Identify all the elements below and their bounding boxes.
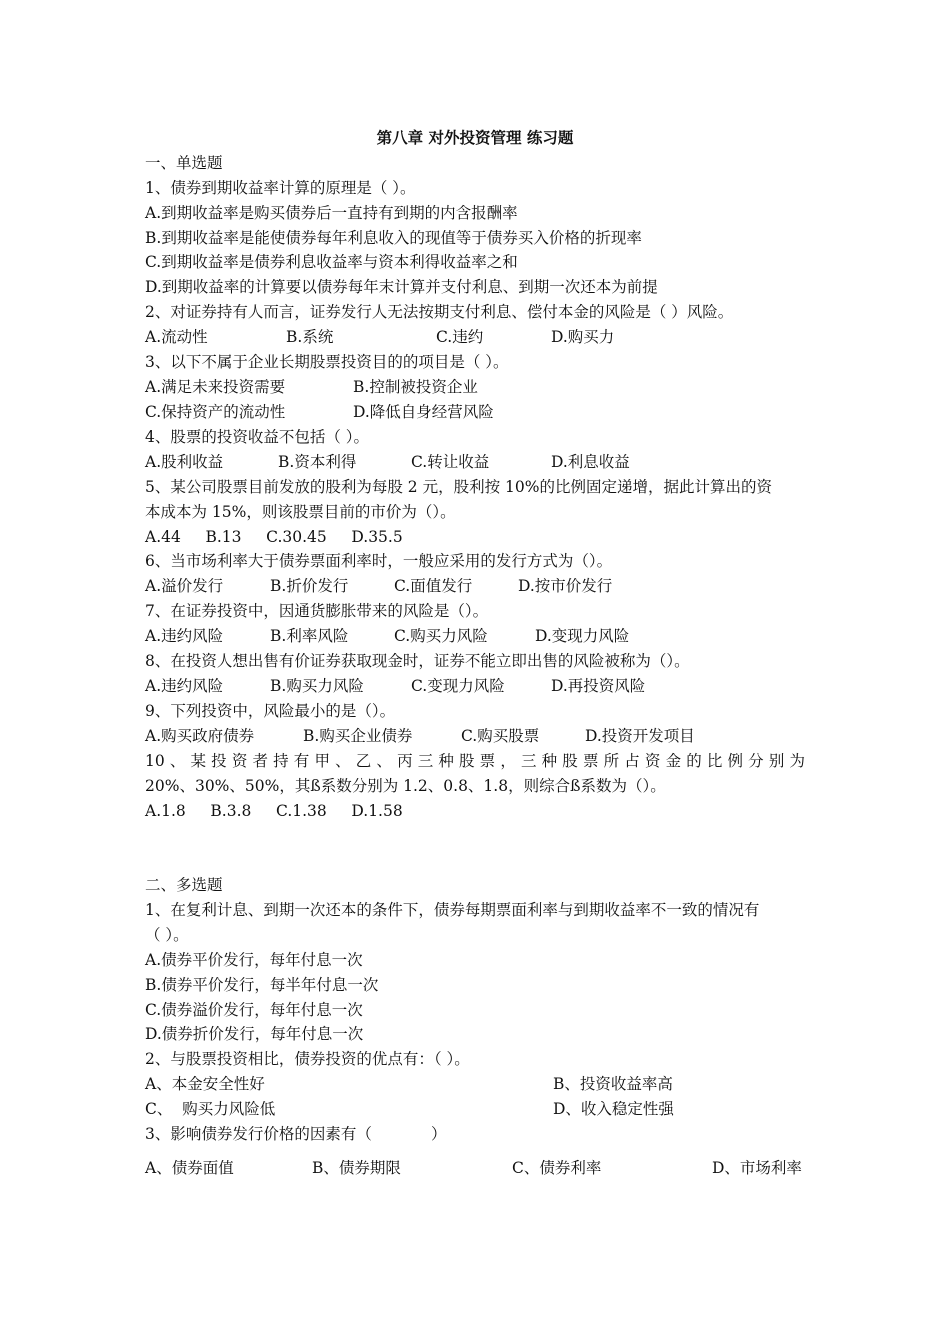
option-d: D.投资开发项目 <box>585 727 695 745</box>
option-b: B.到期收益率是能使债券每年利息收入的现值等于债券买入价格的折现率 <box>145 229 642 247</box>
option-d: D.变现力风险 <box>535 627 630 645</box>
option-c: C.购买力风险 <box>394 627 488 645</box>
question-stem: 6、当市场利率大于债券票面利率时，一般应采用的发行方式为（）。 <box>145 552 613 570</box>
option-d: D、市场利率 <box>712 1159 802 1177</box>
option-a: A.溢价发行 <box>145 577 224 595</box>
option-d: D.购买力 <box>551 328 615 346</box>
option-d: D.到期收益率的计算要以债券每年末计算并支付利息、到期一次还本为前提 <box>145 278 658 296</box>
question-stem: 8、在投资人想出售有价证券获取现金时，证券不能立即出售的风险被称为（）。 <box>145 652 690 670</box>
question-stem: 3、以下不属于企业长期股票投资目的的项目是（ ）。 <box>145 353 509 371</box>
option-c: C.违约 <box>436 328 484 346</box>
option-a: A.违约风险 <box>145 627 224 645</box>
question-stem-line1: 5、某公司股票目前发放的股利为每股 2 元，股利按 10%的比例固定递增，据此计算出的资 <box>145 478 772 496</box>
options-row: A.1.8 B.3.8 C.1.38 D.1.58 <box>145 802 403 820</box>
option-a: A、债券面值 <box>145 1159 234 1177</box>
option-a: A.股利收益 <box>145 453 224 471</box>
option-b: B.折价发行 <box>270 577 349 595</box>
page-title: 第八章 对外投资管理 练习题 <box>376 128 574 147</box>
option-d: D.利息收益 <box>551 453 630 471</box>
option-c: C、 购买力风险低 <box>145 1100 276 1118</box>
option-b: B.购买企业债券 <box>303 727 413 745</box>
option-d: D.按市价发行 <box>518 577 613 595</box>
option-b: B.控制被投资企业 <box>353 378 478 396</box>
question-stem: 2、与股票投资相比，债券投资的优点有：（ ）。 <box>145 1050 470 1068</box>
option-b: B、投资收益率高 <box>553 1075 673 1093</box>
option-c: C.转让收益 <box>411 453 490 471</box>
question-stem-line1: 1、在复利计息、到期一次还本的条件下，债券每期票面利率与到期收益率不一致的情况有 <box>145 901 760 919</box>
question-stem-line2: 本成本为 15%，则该股票目前的市价为（）。 <box>145 503 456 521</box>
option-c: C.面值发行 <box>394 577 473 595</box>
question-stem: 3、影响债券发行价格的因素有（ ） <box>145 1125 447 1143</box>
option-a: A.购买政府债券 <box>145 727 255 745</box>
option-d: D.降低自身经营风险 <box>353 403 494 421</box>
option-c: C.购买股票 <box>461 727 540 745</box>
option-b: B、债券期限 <box>312 1159 401 1177</box>
option-d: D、收入稳定性强 <box>553 1100 674 1118</box>
option-c: C、债券利率 <box>512 1159 602 1177</box>
question-stem: 2、对证券持有人而言，证券发行人无法按期支付利息、偿付本金的风险是（ ）风险。 <box>145 303 734 321</box>
option-c: C.保持资产的流动性 <box>145 403 286 421</box>
question-stem-line2: 20%、30%、50%，其ß系数分别为 1.2、0.8、1.8，则综合ß系数为（）。 <box>145 777 666 795</box>
option-d: D.再投资风险 <box>551 677 646 695</box>
option-a: A.满足未来投资需要 <box>145 378 286 396</box>
option-b: B.系统 <box>286 328 334 346</box>
option-a: A.违约风险 <box>145 677 224 695</box>
option-c: C.债券溢价发行，每年付息一次 <box>145 1001 363 1019</box>
question-stem: 4、股票的投资收益不包括（ ）。 <box>145 428 370 446</box>
question-stem: 1、债券到期收益率计算的原理是（ ）。 <box>145 179 416 197</box>
option-b: B.资本利得 <box>278 453 357 471</box>
question-stem-line1: 10、某投资者持有甲、乙、丙三种股票，三种股票所占资金的比例分别为 <box>145 752 805 770</box>
section-heading-multiple-choice: 二、多选题 <box>145 876 223 894</box>
option-b: B.购买力风险 <box>270 677 364 695</box>
option-b: B.利率风险 <box>270 627 349 645</box>
options-row: A.44 B.13 C.30.45 D.35.5 <box>145 528 403 546</box>
option-a: A.债券平价发行，每年付息一次 <box>145 951 363 969</box>
option-d: D.债券折价发行，每年付息一次 <box>145 1025 364 1043</box>
question-stem: 9、下列投资中，风险最小的是（）。 <box>145 702 396 720</box>
question-stem-line2: （ ）。 <box>145 926 189 944</box>
option-a: A.到期收益率是购买债券后一直持有到期的内含报酬率 <box>145 204 518 222</box>
option-b: B.债券平价发行，每半年付息一次 <box>145 976 379 994</box>
question-stem: 7、在证券投资中，因通货膨胀带来的风险是（）。 <box>145 602 489 620</box>
option-c: C.变现力风险 <box>411 677 505 695</box>
option-c: C.到期收益率是债券利息收益率与资本利得收益率之和 <box>145 253 518 271</box>
option-a: A、本金安全性好 <box>145 1075 265 1093</box>
option-a: A.流动性 <box>145 328 208 346</box>
section-heading-single-choice: 一、单选题 <box>145 154 223 172</box>
